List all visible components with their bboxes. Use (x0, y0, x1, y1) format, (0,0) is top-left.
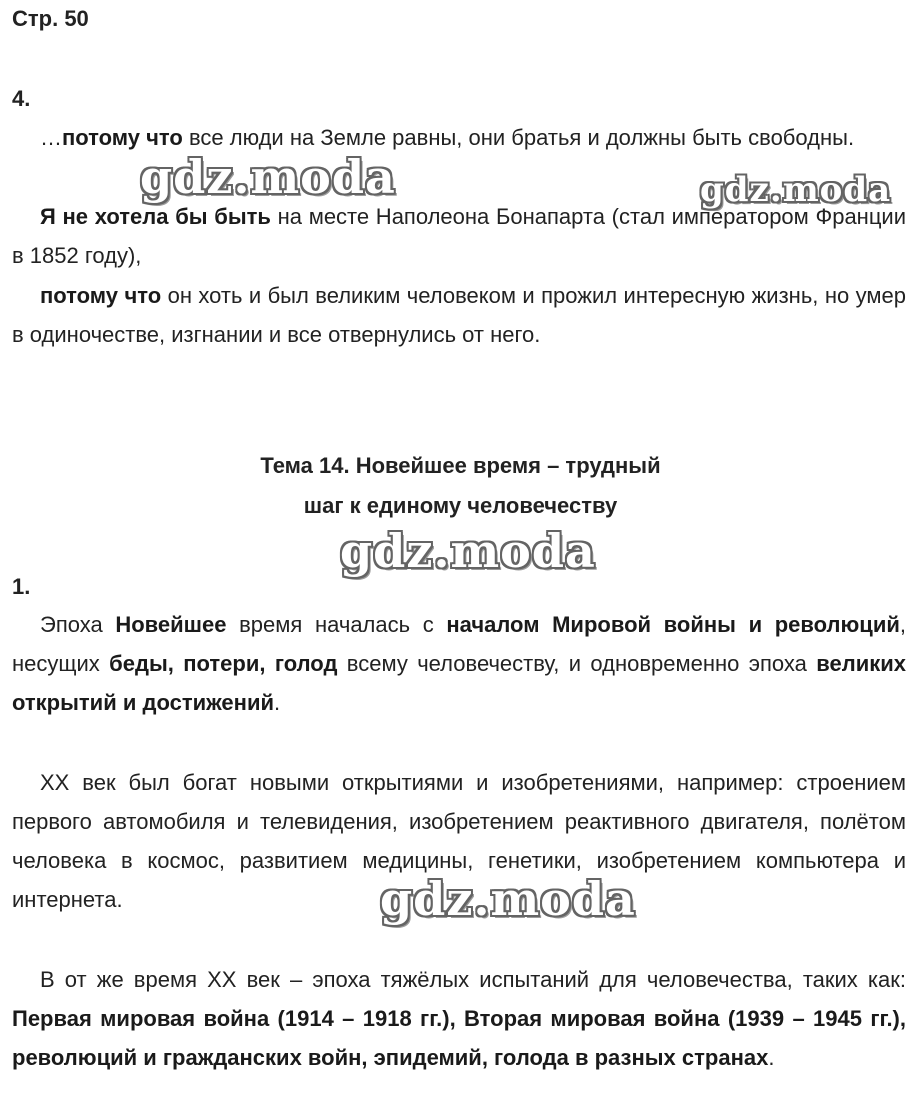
task-4-number: 4. (12, 86, 31, 111)
task-1-number: 1. (12, 574, 31, 599)
watermark: gdz.moda (340, 524, 596, 578)
task-1-paragraph-1: Эпоха Новейшее время началась с началом Мировой войны и революций, несущих беды, потери, голод всему человечеству, и одновременно эпоха великих открытий и достижений. (12, 612, 906, 715)
watermark: gdz.moda (380, 872, 636, 926)
watermark: gdz.moda (140, 150, 396, 204)
task-1-paragraph-3: В от же время XX век – эпоха тяжёлых испытаний для человечества, таких как: Первая мировая война (1914 – 1918 гг.), Вторая мировая война (1939 – 1945 гг.), революций и гражданских войн, эпидемий, голода в разных странах. (12, 967, 906, 1070)
task-1-paragraph-2: XX век был богат новыми открытиями и изобретениями, например: строением первого автомобиля и телевидения, изобретением реактивного двигателя, полётом человека в космос, развитием медицины, генетики, изобретением компьютера и интернета. (12, 770, 906, 912)
topic-heading-line-2: шаг к единому человечеству (303, 493, 618, 518)
task-4-paragraph-3: потому что он хоть и был великим человеком и прожил интересную жизнь, но умер в одиночестве, изгнании и все отвернулись от него. (12, 283, 906, 347)
task-4-paragraph-1: …потому что все люди на Земле равны, они братья и должны быть свободны. (40, 125, 855, 150)
watermark: gdz.moda (700, 170, 892, 210)
page-label: Стр. 50 (12, 6, 89, 31)
task-4-paragraph-2: Я не хотела бы быть на месте Наполеона Бонапарта (стал императором Франции в 1852 году), (12, 204, 907, 268)
topic-heading-line-1: Тема 14. Новейшее время – трудный (260, 453, 661, 478)
